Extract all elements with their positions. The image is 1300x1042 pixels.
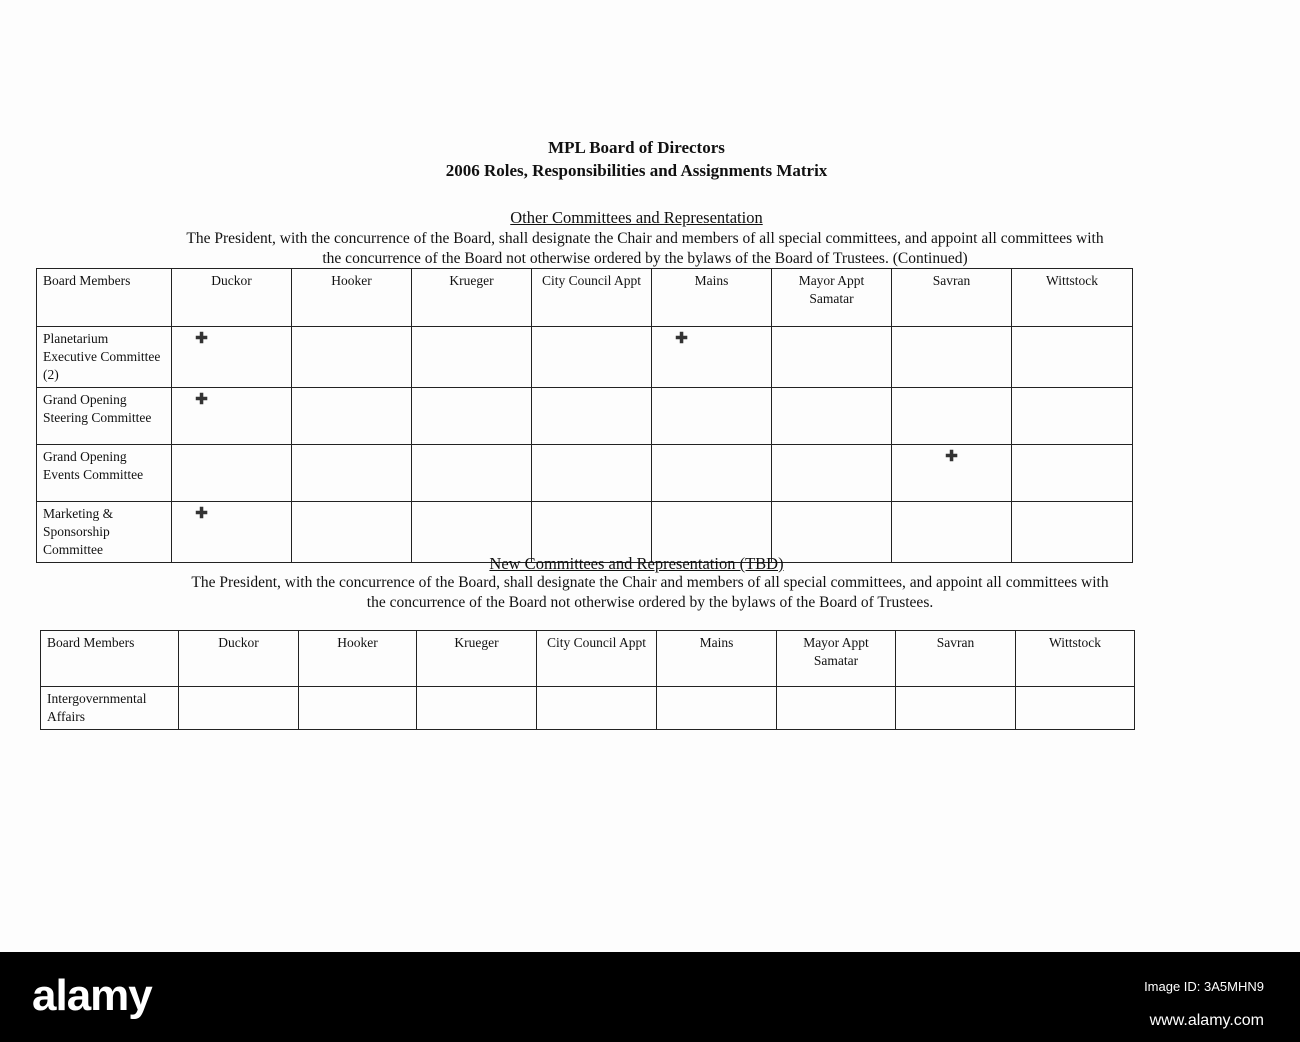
assignment-cell bbox=[772, 327, 892, 388]
assignment-cell bbox=[777, 687, 896, 730]
row-label: Grand Opening Steering Committee bbox=[37, 388, 172, 445]
assignment-cell bbox=[292, 388, 412, 445]
assignment-cell bbox=[1012, 388, 1133, 445]
column-header-board-members: Board Members bbox=[37, 269, 172, 327]
column-header-duckor: Duckor bbox=[172, 269, 292, 327]
assignment-cell bbox=[892, 445, 1012, 502]
assignment-cell bbox=[417, 687, 537, 730]
column-header-hooker: Hooker bbox=[292, 269, 412, 327]
assignment-cell bbox=[172, 388, 292, 445]
column-header-wittstock: Wittstock bbox=[1012, 269, 1133, 327]
row-label: Grand Opening Events Committee bbox=[37, 445, 172, 502]
assignment-cell bbox=[652, 388, 772, 445]
assignment-cell bbox=[892, 327, 1012, 388]
assignment-mark-icon: ✚ bbox=[195, 331, 208, 347]
assignment-cell bbox=[1012, 445, 1133, 502]
column-header-krueger: Krueger bbox=[412, 269, 532, 327]
column-header-krueger: Krueger bbox=[417, 631, 537, 687]
assignment-cell bbox=[1016, 687, 1135, 730]
assignment-cell bbox=[412, 388, 532, 445]
alamy-logo: alamy bbox=[32, 971, 152, 1020]
document-subtitle: 2006 Roles, Responsibilities and Assignments Matrix bbox=[445, 161, 828, 180]
assignment-cell bbox=[772, 388, 892, 445]
image-id: Image ID: 3A5MHN9 bbox=[1144, 979, 1264, 994]
section1-intro-line2: the concurrence of the Board not otherwise ordered by the bylaws of the Board of Trustees. (Continued) bbox=[322, 250, 968, 267]
assignment-mark-icon: ✚ bbox=[195, 506, 208, 522]
header-row bbox=[41, 631, 1135, 687]
assignment-cell bbox=[172, 445, 292, 502]
committees-table bbox=[36, 268, 1133, 563]
assignment-cell bbox=[532, 388, 652, 445]
section2-intro bbox=[30, 573, 1270, 613]
assignment-cell bbox=[892, 388, 1012, 445]
assignment-cell bbox=[412, 327, 532, 388]
assignment-mark-icon: ✚ bbox=[945, 449, 958, 465]
watermark-footer bbox=[0, 952, 1300, 1042]
section1-heading: Other Committees and Representation bbox=[510, 208, 763, 227]
column-header-savran: Savran bbox=[896, 631, 1016, 687]
assignment-mark-icon: ✚ bbox=[675, 331, 688, 347]
document-title: MPL Board of Directors bbox=[548, 138, 725, 157]
site-url: www.alamy.com bbox=[1149, 1012, 1264, 1029]
table-row bbox=[37, 445, 1133, 502]
assignment-cell bbox=[772, 445, 892, 502]
table-row bbox=[37, 388, 1133, 445]
column-header-mayor-appt-samatar: Mayor Appt Samatar bbox=[772, 269, 892, 327]
assignment-cell bbox=[652, 327, 772, 388]
column-header-wittstock: Wittstock bbox=[1016, 631, 1135, 687]
column-header-duckor: Duckor bbox=[179, 631, 299, 687]
column-header-city-council-appt: City Council Appt bbox=[537, 631, 657, 687]
column-header-hooker: Hooker bbox=[299, 631, 417, 687]
image-info bbox=[1144, 970, 1264, 1038]
table-row bbox=[37, 327, 1133, 388]
column-header-mains: Mains bbox=[657, 631, 777, 687]
section2-intro-line2: the concurrence of the Board not otherwise ordered by the bylaws of the Board of Trustees. bbox=[366, 594, 934, 611]
assignment-mark-icon: ✚ bbox=[195, 392, 208, 408]
table-row bbox=[41, 687, 1135, 730]
header-row bbox=[37, 269, 1133, 327]
assignment-cell bbox=[172, 327, 292, 388]
row-label: Intergovernmental Affairs bbox=[41, 687, 179, 730]
column-header-board-members: Board Members bbox=[41, 631, 179, 687]
column-header-city-council-appt: City Council Appt bbox=[532, 269, 652, 327]
section1-intro bbox=[20, 229, 1270, 269]
assignment-cell bbox=[179, 687, 299, 730]
assignment-cell bbox=[657, 687, 777, 730]
assignment-cell bbox=[652, 445, 772, 502]
section1-intro-line1: The President, with the concurrence of the Board, shall designate the Chair and members of all special committees, and appoint all committees with bbox=[186, 230, 1104, 247]
section2-heading: New Committees and Representation (TBD) bbox=[489, 554, 784, 573]
column-header-savran: Savran bbox=[892, 269, 1012, 327]
assignment-cell bbox=[1012, 327, 1133, 388]
assignment-cell bbox=[412, 445, 532, 502]
assignment-cell bbox=[292, 327, 412, 388]
assignment-cell bbox=[896, 687, 1016, 730]
section2-intro-line1: The President, with the concurrence of the Board, shall designate the Chair and members of all special committees, and appoint all committees with bbox=[191, 574, 1109, 591]
column-header-mayor-appt-samatar: Mayor Appt Samatar bbox=[777, 631, 896, 687]
assignment-cell bbox=[532, 445, 652, 502]
row-label: Planetarium Executive Committee (2) bbox=[37, 327, 172, 388]
assignment-cell bbox=[537, 687, 657, 730]
assignment-cell bbox=[292, 445, 412, 502]
assignment-cell bbox=[299, 687, 417, 730]
column-header-mains: Mains bbox=[652, 269, 772, 327]
row-label: Marketing & Sponsorship Committee bbox=[37, 502, 172, 563]
new-committees-table bbox=[40, 630, 1135, 730]
